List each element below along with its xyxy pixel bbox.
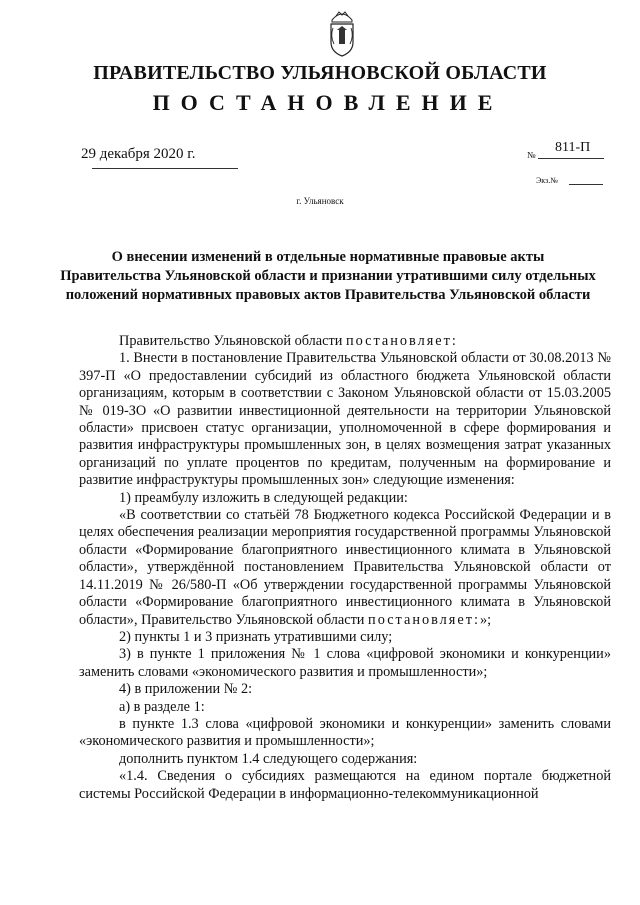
paragraph: а) в разделе 1: [119, 698, 205, 715]
copy-number-label: Экз.№ [536, 176, 558, 185]
paragraph: 2) пункты 1 и 3 признать утратившими силу; [119, 628, 393, 645]
document-type: ПОСТАНОВЛЕНИЕ [152, 90, 504, 115]
intro-resolves: постановляет: [345, 333, 458, 349]
city: г. Ульяновск [296, 196, 344, 206]
preamble-resolves: постановляет: [368, 611, 480, 628]
paragraph: 3) в пункте 1 приложения № 1 слова «цифровой экономики и конкуренции» заменить словами «экономического развития и промышленности»; [79, 646, 611, 680]
preamble-text: «В соответствии со статьёй 78 Бюджетного кодекса Российской Федерации и в целях обеспечения реализации мероприятия государственной программы Ульяновской области «Формирование благоприятного инвестиционного климата в Ульяновской области», утверждённой постановлением Правительства Ульяновской области от 14.11.2019 № 26/580-П «Об утверждении государственной программы Ульяновской области «Формирование благоприятного инвестиционного климата в Ульяновской области», Правительство Ульяновской области [79, 507, 611, 628]
number-underline [538, 158, 604, 159]
number-label: № [527, 150, 536, 160]
paragraph: 1) преамбулу изложить в следующей редакции: [119, 489, 408, 506]
government-name: ПРАВИТЕЛЬСТВО УЛЬЯНОВСКОЙ ОБЛАСТИ [93, 62, 547, 84]
date-underline [92, 168, 238, 169]
ulyanovsk-coat-of-arms-icon [328, 6, 356, 58]
document-title: О внесении изменений в отдельные нормативные правовые акты Правительства Ульяновской области и признании утратившими силу отдельных положений нормативных правовых актов Правительства Ульяновской области [60, 249, 596, 303]
paragraph: 4) в приложении № 2: [119, 681, 253, 698]
document-number: 811-П [555, 140, 591, 155]
paragraph: дополнить пунктом 1.4 следующего содержания: [119, 750, 418, 767]
paragraph: в пункте 1.3 слова «цифровой экономики и конкуренции» заменить словами «экономического развития и промышленности»; [79, 715, 611, 750]
intro-paragraph [79, 333, 611, 350]
preamble-paragraph [79, 507, 611, 629]
paragraph: 1. Внести в постановление Правительства Ульяновской области от 30.08.2013 № 397-П «О предоставлении субсидий из областного бюджета Ульяновской области организациям, которым в соответствии с Законом Ульяновской области от 15.03.2005 № 019-ЗО «О развитии инвестиционной деятельности на территории Ульяновской области» присвоен статус организации, уполномоченной в сфере формирования и развития инфраструктуры промышленных зон, в целях возмещения затрат указанных организаций по уплате процентов по кредитам, полученным на формирование и развитие инфраструктуры промышленных зон» следующие изменения: [79, 350, 611, 489]
paragraph: «1.4. Сведения о субсидиях размещаются на едином портале бюджетной системы Российской Федерации в информационно-телекоммуникационной [79, 768, 611, 802]
copy-number-underline [569, 184, 603, 185]
preamble-end: »; [479, 611, 492, 628]
document-date: 29 декабря 2020 г. [81, 146, 196, 162]
intro-text: Правительство Ульяновской области [119, 333, 346, 349]
document-body [79, 333, 611, 803]
